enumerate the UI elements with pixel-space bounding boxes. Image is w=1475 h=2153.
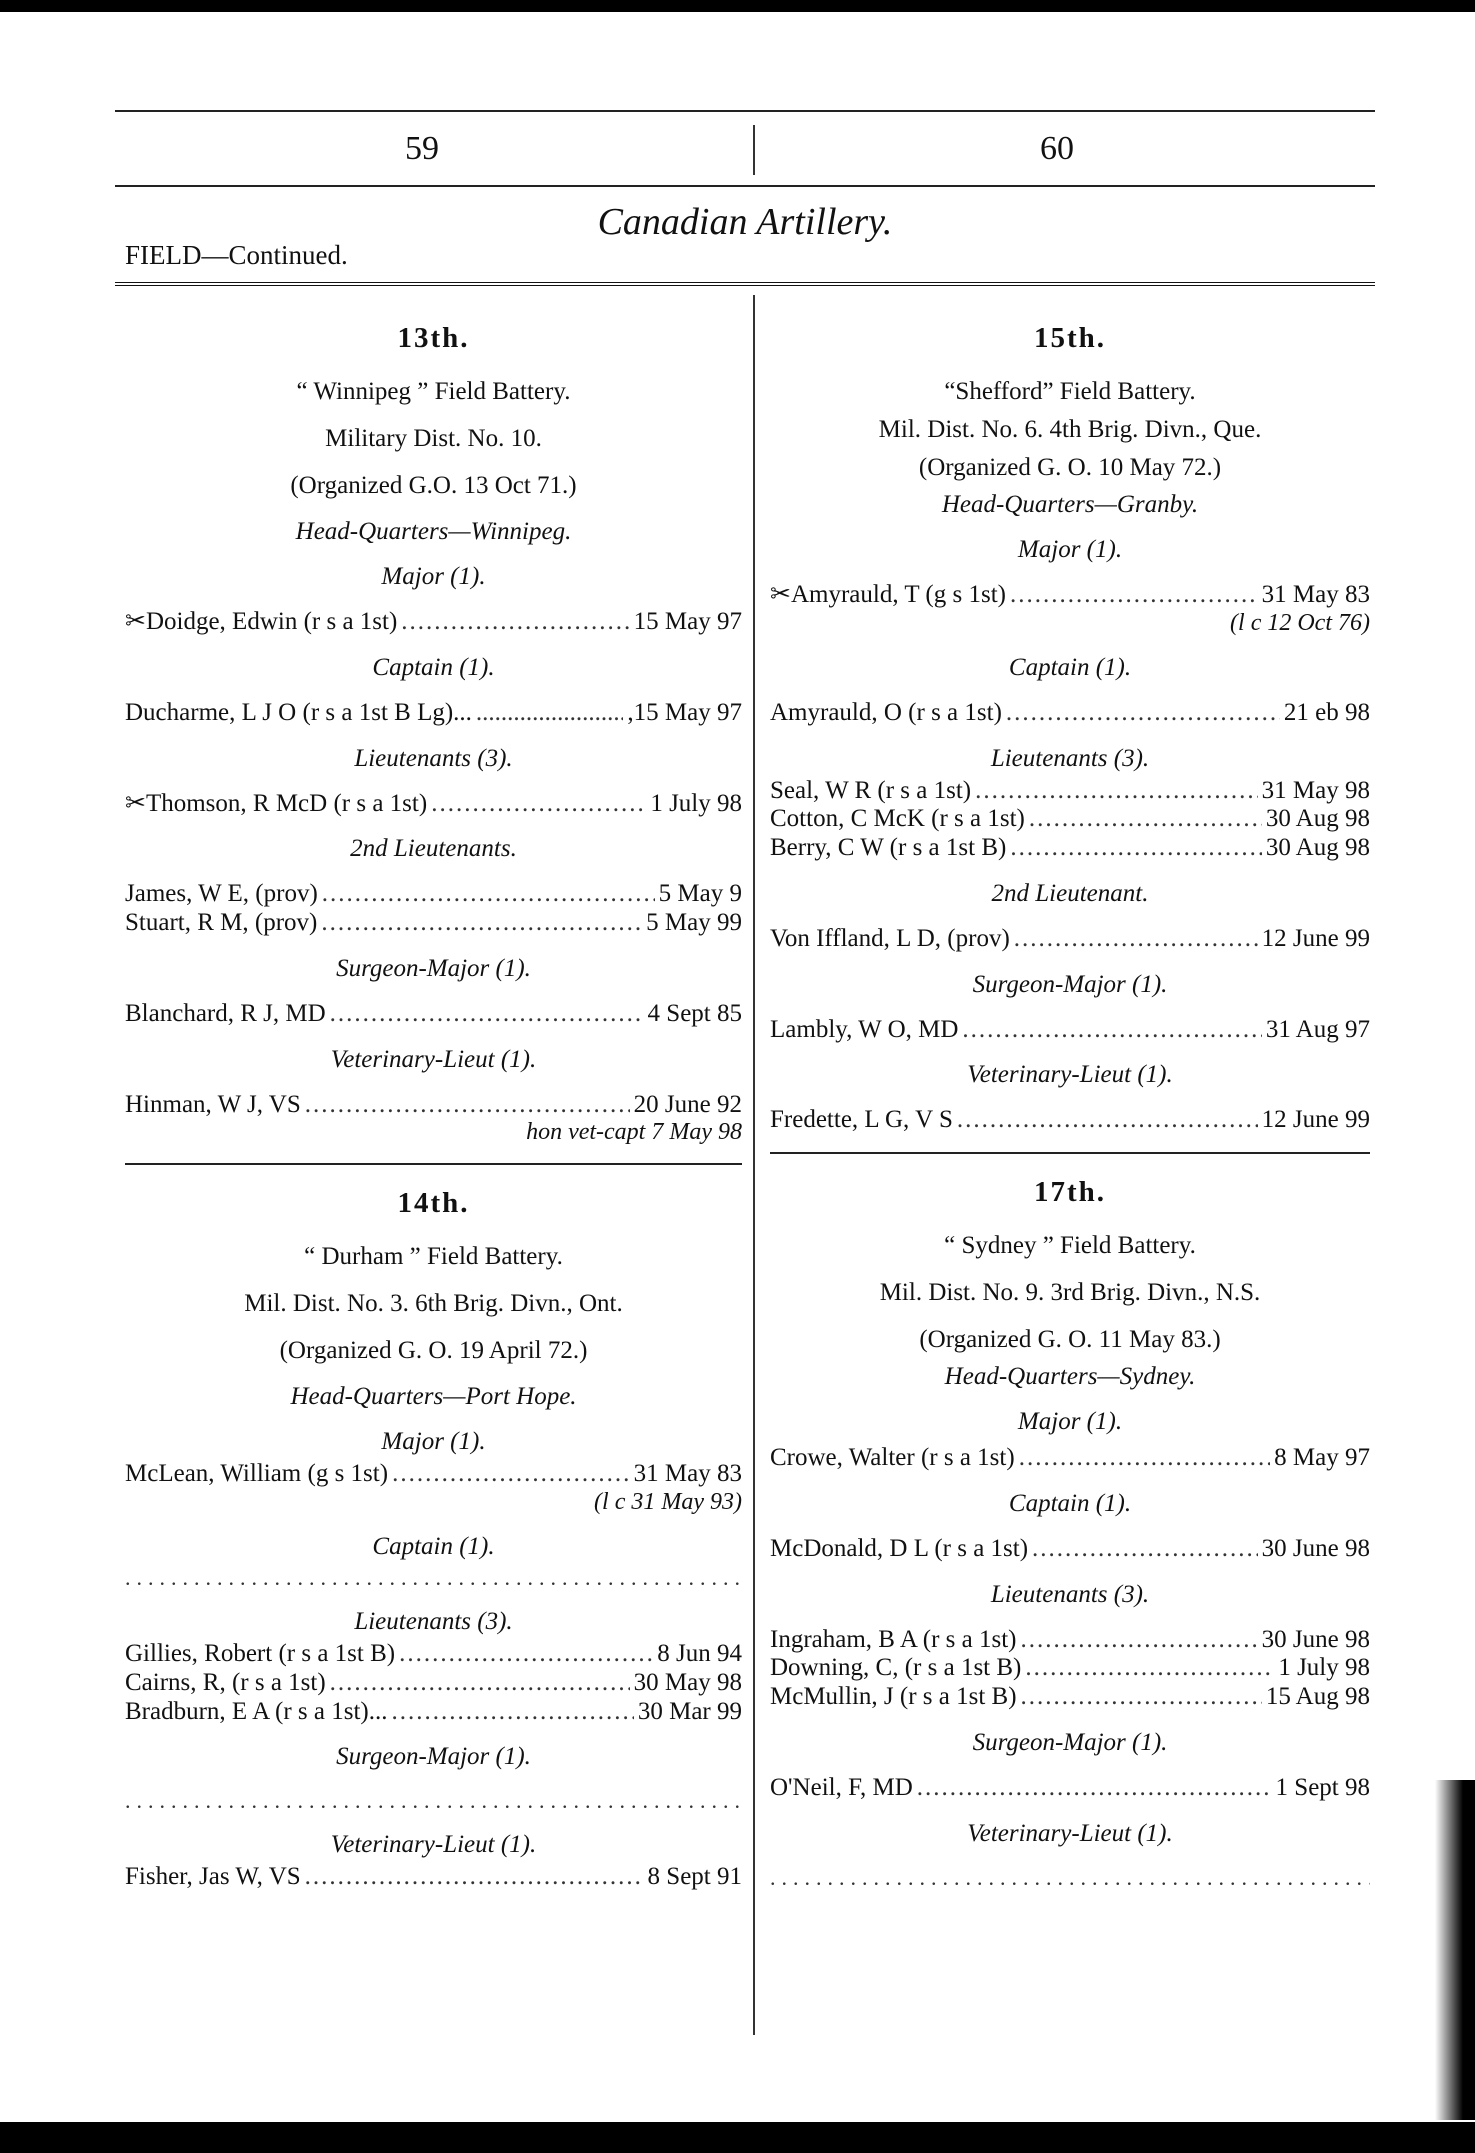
officer-entry xyxy=(770,834,1370,863)
officer-entry xyxy=(125,909,742,938)
officer-note: (l c 31 May 93) xyxy=(594,1489,742,1515)
officer-note: (l c 12 Oct 76) xyxy=(1230,609,1370,636)
officer-entry xyxy=(770,805,1370,834)
officer-entry xyxy=(770,1774,1370,1803)
rank-label: Captain (1). xyxy=(1008,1489,1132,1517)
officer-date: 5 May 99 xyxy=(646,909,742,936)
officer-entry xyxy=(125,1863,742,1892)
officer-entry xyxy=(125,880,742,909)
officer-entry xyxy=(125,790,742,819)
rank-label: Veterinary-Lieut (1). xyxy=(967,1061,1173,1089)
officer-entry xyxy=(125,608,742,637)
officer-date: 8 Jun 94 xyxy=(657,1640,742,1667)
officer-entry xyxy=(770,1106,1370,1135)
rank-label: Captain (1). xyxy=(372,1533,495,1560)
officer-note: hon vet-capt 7 May 98 xyxy=(526,1119,742,1146)
officer-date: 31 May 83 xyxy=(1261,581,1370,608)
rank-label: Lieutenants (3). xyxy=(990,744,1150,772)
section-rule xyxy=(770,1152,1370,1154)
rank-label: Captain (1). xyxy=(1008,653,1132,681)
officer-name: Lambly, W O, MD xyxy=(770,1015,959,1043)
rank-label: Lieutenants (3). xyxy=(354,1608,513,1635)
officer-entry xyxy=(770,581,1370,610)
page-title: Canadian Artillery. xyxy=(597,201,893,243)
officer-entry xyxy=(770,1654,1370,1683)
officer-entry xyxy=(770,699,1370,728)
battery-name: “ Winnipeg ” Field Battery. xyxy=(296,378,571,405)
rank-label: Captain (1). xyxy=(372,653,495,681)
rank-label: Veterinary-Lieut (1). xyxy=(967,1819,1173,1847)
officer-name: Hinman, W J, VS xyxy=(125,1090,301,1118)
vacant-entry xyxy=(125,1788,742,1814)
officer-date: 1 Sept 98 xyxy=(1275,1773,1370,1801)
officer-name: Blanchard, R J, MD xyxy=(125,999,326,1027)
officer-date: 1 July 98 xyxy=(650,789,742,817)
officer-entry xyxy=(770,1535,1370,1564)
battery-name: “Shefford” Field Battery. xyxy=(944,378,1196,405)
officer-entry xyxy=(125,1000,742,1029)
top-border xyxy=(0,0,1475,12)
rank-label: 2nd Lieutenant. xyxy=(991,879,1149,907)
organized-note: (Organized G. O. 10 May 72.) xyxy=(918,454,1222,481)
rank-label: Surgeon-Major (1). xyxy=(336,1743,531,1771)
officer-entry xyxy=(125,1669,742,1698)
rank-label: Lieutenants (3). xyxy=(354,744,513,772)
battery-name: “ Sydney ” Field Battery. xyxy=(944,1232,1196,1259)
officer-name: Gillies, Robert (r s a 1st B) xyxy=(125,1640,396,1667)
headquarters: Head-Quarters—Winnipeg. xyxy=(295,518,572,545)
section-rule xyxy=(125,1163,742,1165)
officer-date: 31 May 83 xyxy=(633,1460,742,1488)
bottom-border xyxy=(0,2122,1475,2153)
officer-name: Fisher, Jas W, VS xyxy=(125,1863,301,1891)
battery-heading: 17th. xyxy=(1033,1176,1107,1208)
rank-label: 2nd Lieutenants. xyxy=(350,835,517,863)
page-subtitle: FIELD—Continued. xyxy=(125,240,348,270)
officer-name: ✂Amyrauld, T (g s 1st) xyxy=(770,581,1006,608)
officer-name: Stuart, R M, (prov) xyxy=(125,909,318,936)
page-edge-shadow xyxy=(1435,1780,1475,2120)
officer-name: Ducharme, L J O (r s a 1st B Lg)... xyxy=(125,698,472,726)
battery-name: “ Durham ” Field Battery. xyxy=(304,1243,563,1271)
column-divider xyxy=(753,295,755,2035)
officer-name: McMullin, J (r s a 1st B) xyxy=(770,1683,1017,1710)
officer-name: Von Iffland, L D, (prov) xyxy=(770,924,1010,952)
officer-name: Cotton, C McK (r s a 1st) xyxy=(770,805,1025,833)
officer-date: 12 June 99 xyxy=(1261,924,1370,952)
officer-name: McLean, William (g s 1st) xyxy=(125,1460,389,1488)
officer-name: Fredette, L G, V S xyxy=(770,1106,953,1134)
page-number-left: 59 xyxy=(405,130,439,167)
officer-date: 5 May 9 xyxy=(658,880,742,908)
rank-label: Surgeon-Major (1). xyxy=(336,954,531,982)
officer-entry xyxy=(125,1460,742,1489)
officer-date: 15 May 97 xyxy=(633,608,742,635)
officer-date: 21 eb 98 xyxy=(1283,698,1370,726)
officer-entry xyxy=(125,1091,742,1120)
officer-date: 8 May 97 xyxy=(1274,1444,1370,1471)
headquarters: Head-Quarters—Sydney. xyxy=(944,1363,1196,1390)
officer-date: 12 June 99 xyxy=(1261,1106,1370,1134)
rank-label: Surgeon-Major (1). xyxy=(972,970,1168,998)
officer-date: 1 July 98 xyxy=(1278,1654,1370,1682)
officer-name: Crowe, Walter (r s a 1st) xyxy=(770,1444,1015,1471)
officer-date: 30 June 98 xyxy=(1261,1625,1370,1653)
officer-entry xyxy=(770,777,1370,806)
officer-date: 31 May 98 xyxy=(1261,776,1370,804)
officer-entry xyxy=(770,925,1370,954)
officer-date: ,15 May 97 xyxy=(627,698,742,726)
officer-entry xyxy=(770,1626,1370,1655)
headquarters: Head-Quarters—Granby. xyxy=(941,491,1199,518)
officer-name: ✂Thomson, R McD (r s a 1st) xyxy=(125,789,428,817)
officer-name: McDonald, D L (r s a 1st) xyxy=(770,1534,1029,1562)
left-column xyxy=(125,310,742,1909)
officer-entry xyxy=(770,1016,1370,1045)
title-rule xyxy=(115,282,1375,289)
officer-name: Downing, C, (r s a 1st B) xyxy=(770,1654,1022,1682)
officer-name: Ingraham, B A (r s a 1st) xyxy=(770,1625,1017,1653)
officer-date: 20 June 92 xyxy=(633,1090,742,1118)
page-frame xyxy=(115,110,1375,2040)
district: Mil. Dist. No. 9. 3rd Brig. Divn., N.S. xyxy=(879,1279,1261,1306)
organized-note: (Organized G. O. 11 May 83.) xyxy=(919,1326,1221,1353)
headquarters: Head-Quarters—Port Hope. xyxy=(290,1383,577,1411)
rank-label: Major (1). xyxy=(1017,536,1123,563)
officer-name: Seal, W R (r s a 1st) xyxy=(770,776,972,804)
officer-name: Amyrauld, O (r s a 1st) xyxy=(770,698,1002,726)
header-rule xyxy=(115,185,1375,187)
organized-note: (Organized G. O. 19 April 72.) xyxy=(279,1337,588,1365)
officer-entry xyxy=(125,1640,742,1669)
battery-heading: 15th. xyxy=(1033,322,1107,354)
officer-date: 8 Sept 91 xyxy=(647,1863,742,1891)
rank-label: Major (1). xyxy=(381,563,486,590)
rank-label: Lieutenants (3). xyxy=(990,1580,1150,1608)
rank-label: Veterinary-Lieut (1). xyxy=(330,1831,537,1859)
officer-date: 30 Aug 98 xyxy=(1265,834,1370,861)
organized-note: (Organized G.O. 13 Oct 71.) xyxy=(290,472,577,499)
officer-date: 30 June 98 xyxy=(1261,1534,1370,1562)
officer-entry xyxy=(770,1683,1370,1712)
officer-name: Cairns, R, (r s a 1st) xyxy=(125,1668,326,1696)
rank-label: Veterinary-Lieut (1). xyxy=(330,1045,537,1073)
header-divider xyxy=(753,125,755,175)
battery-heading: 13th. xyxy=(397,322,470,354)
officer-entry xyxy=(125,1698,742,1727)
rank-label: Major (1). xyxy=(381,1428,486,1456)
officer-name: James, W E, (prov) xyxy=(125,880,318,908)
officer-name: ✂Doidge, Edwin (r s a 1st) xyxy=(125,608,398,635)
rank-label: Surgeon-Major (1). xyxy=(972,1728,1168,1756)
officer-date: 4 Sept 85 xyxy=(647,999,742,1027)
vacant-entry xyxy=(770,1865,1370,1891)
vacant-entry xyxy=(125,1565,742,1591)
officer-date: 30 Mar 99 xyxy=(637,1697,742,1725)
officer-name: Berry, C W (r s a 1st B) xyxy=(770,834,1007,861)
right-column xyxy=(770,310,1370,1908)
officer-date: 30 Aug 98 xyxy=(1265,805,1370,833)
district: Military Dist. No. 10. xyxy=(325,425,542,452)
officer-entry xyxy=(770,1444,1370,1473)
battery-heading: 14th. xyxy=(397,1187,470,1220)
rank-label: Major (1). xyxy=(1017,1408,1123,1435)
district: Mil. Dist. No. 3. 6th Brig. Divn., Ont. xyxy=(244,1290,623,1318)
page-number-right: 60 xyxy=(1040,130,1074,167)
officer-name: Bradburn, E A (r s a 1st)... xyxy=(125,1697,388,1725)
district: Mil. Dist. No. 6. 4th Brig. Divn., Que. xyxy=(878,416,1262,443)
top-rule xyxy=(115,110,1375,112)
officer-date: 15 Aug 98 xyxy=(1265,1683,1370,1710)
officer-date: 31 Aug 97 xyxy=(1265,1015,1370,1043)
officer-date: 30 May 98 xyxy=(633,1668,742,1696)
officer-name: O'Neil, F, MD xyxy=(770,1773,913,1801)
officer-entry xyxy=(125,699,742,728)
